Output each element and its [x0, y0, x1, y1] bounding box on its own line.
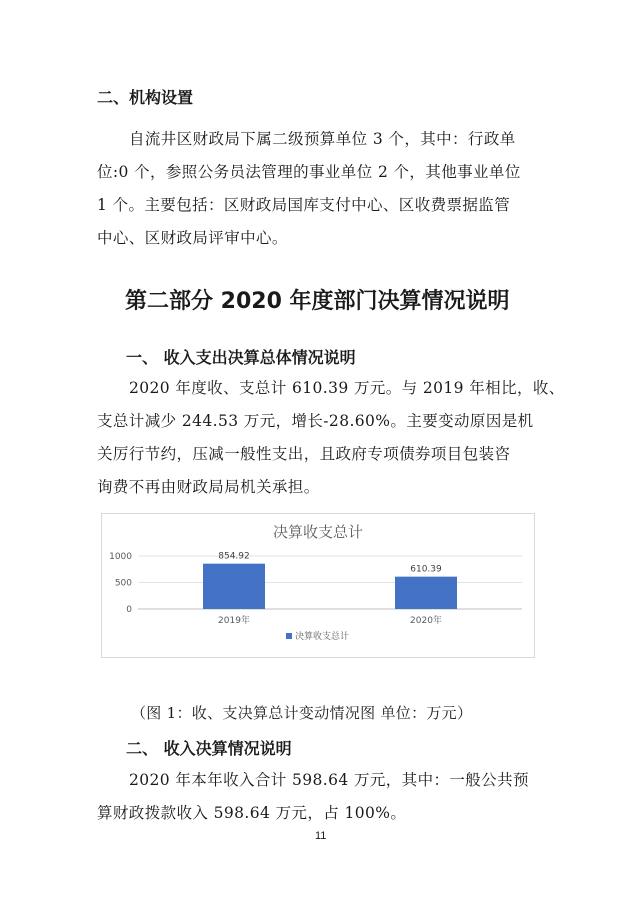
- bar: [203, 564, 265, 609]
- data-label: 854.92: [218, 551, 250, 562]
- legend-label: 决算收支总计: [295, 632, 350, 642]
- chart-legend: [286, 630, 349, 642]
- org-line-3: 1 个。主要包括：区财政局国库支付中心、区收费票据监管: [97, 196, 511, 214]
- ie-line-1: 2020 年度收、支总计 610.39 万元。与 2019 年相比，收、: [129, 379, 565, 397]
- ie-line-2: 支总计减少 244.53 万元，增长-28.60%。主要变动原因是机: [97, 412, 534, 430]
- data-label: 610.39: [410, 564, 442, 575]
- y-tick-label: 0: [126, 605, 132, 615]
- income-line-2: 算财政拨款收入 598.64 万元，占 100%。: [97, 804, 407, 822]
- legend-swatch: [286, 633, 292, 639]
- y-tick-label: 500: [114, 578, 132, 589]
- section-heading-org: 二、机构设置: [97, 88, 194, 107]
- page-number: 11: [315, 830, 327, 842]
- bar-chart: [102, 514, 534, 657]
- subheading-income: 二、 收入决算情况说明: [126, 739, 292, 758]
- org-line-2: 位:0 个，参照公务员法管理的事业单位 2 个，其他事业单位: [97, 163, 521, 181]
- y-tick-label: 1000: [109, 552, 132, 562]
- chart-y-axis: [109, 552, 132, 615]
- bar: [395, 577, 457, 609]
- x-tick-label: 2020年: [410, 616, 442, 626]
- org-paragraph: [97, 123, 521, 255]
- ie-line-3: 关厉行节约，压减一般性支出，且政府专项债券项目包装咨: [97, 445, 511, 463]
- chart-container: [101, 513, 535, 658]
- figure-caption: （图 1：收、支决算总计变动情况图 单位：万元）: [131, 704, 473, 722]
- org-line-1: 自流井区财政局下属二级预算单位 3 个，其中：行政单: [129, 130, 516, 148]
- subheading-income-expense: 一、 收入支出决算总体情况说明: [126, 348, 356, 367]
- chart-title: 决算收支总计: [272, 523, 364, 541]
- org-line-4: 中心、区财政局评审中心。: [97, 229, 288, 247]
- income-expense-paragraph: [97, 372, 565, 504]
- chart-gridlines: [138, 556, 522, 609]
- income-paragraph: [97, 764, 529, 830]
- ie-line-4: 询费不再由财政局局机关承担。: [97, 478, 320, 496]
- income-line-1: 2020 年本年收入合计 598.64 万元，其中：一般公共预: [129, 771, 529, 789]
- chart-x-axis: [218, 614, 442, 626]
- x-tick-label: 2019年: [218, 616, 250, 626]
- part-title: 第二部分 2020 年度部门决算情况说明: [125, 289, 510, 314]
